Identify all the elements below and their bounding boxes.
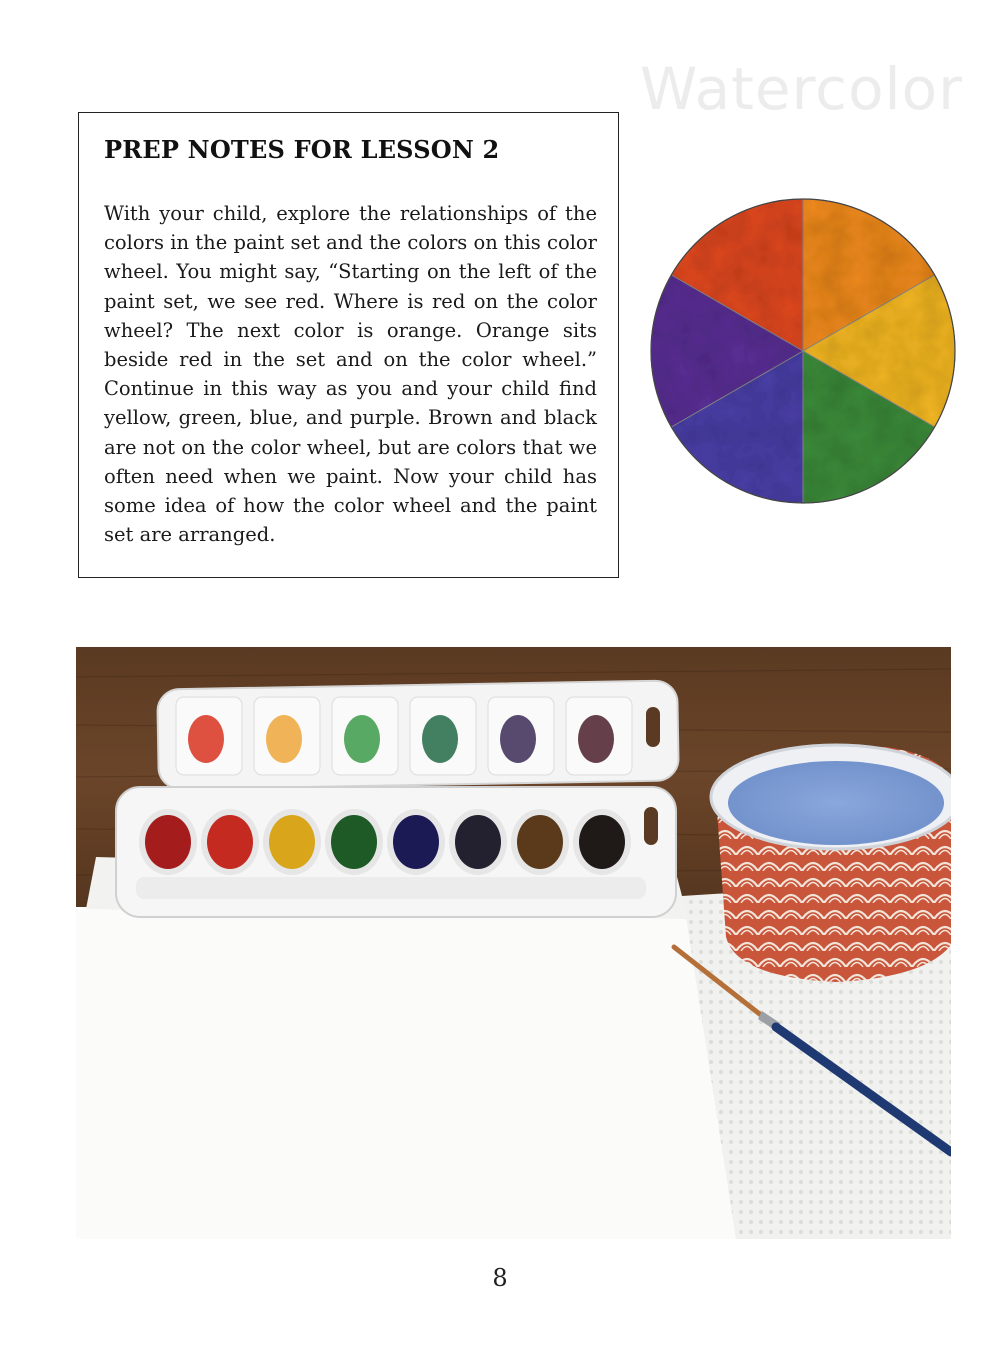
mixing-well-paint bbox=[422, 715, 458, 763]
prep-notes-title: PREP NOTES FOR LESSON 2 bbox=[104, 135, 500, 164]
paint-pan-color bbox=[269, 815, 315, 869]
paint-pan-color bbox=[207, 815, 253, 869]
paint-pan-color bbox=[393, 815, 439, 869]
mixing-well-paint bbox=[344, 715, 380, 763]
paint-pan-color bbox=[517, 815, 563, 869]
color-wheel-image bbox=[648, 196, 958, 506]
mixing-well-paint bbox=[266, 715, 302, 763]
bleed-through-heading: Watercolor bbox=[640, 55, 963, 123]
paint-pan-color bbox=[331, 815, 377, 869]
paint-pan-color bbox=[579, 815, 625, 869]
page-number: 8 bbox=[492, 1264, 508, 1292]
prep-notes-body: With your child, explore the relationships of the colors in the paint set and the colors on this color wheel. You might say, “Starting on the left of the paint set, we see red. Where is red on the color wheel? The next color is orange. Orange sits beside red in the set and on the color wheel.” Continue in this way as you and your child find yellow, green, blue, and purple. Brown and black are not on the color wheel, but are colors that we often need when we paint. Now your child has some idea of how the color wheel and the paint set are arranged. bbox=[104, 202, 597, 547]
paint-pan-color bbox=[145, 815, 191, 869]
mixing-well-paint bbox=[500, 715, 536, 763]
paint-set-photo bbox=[76, 647, 951, 1239]
mixing-well-paint bbox=[578, 715, 614, 763]
prep-notes-box bbox=[78, 112, 619, 578]
paint-pan-color bbox=[455, 815, 501, 869]
mixing-well-paint bbox=[188, 715, 224, 763]
